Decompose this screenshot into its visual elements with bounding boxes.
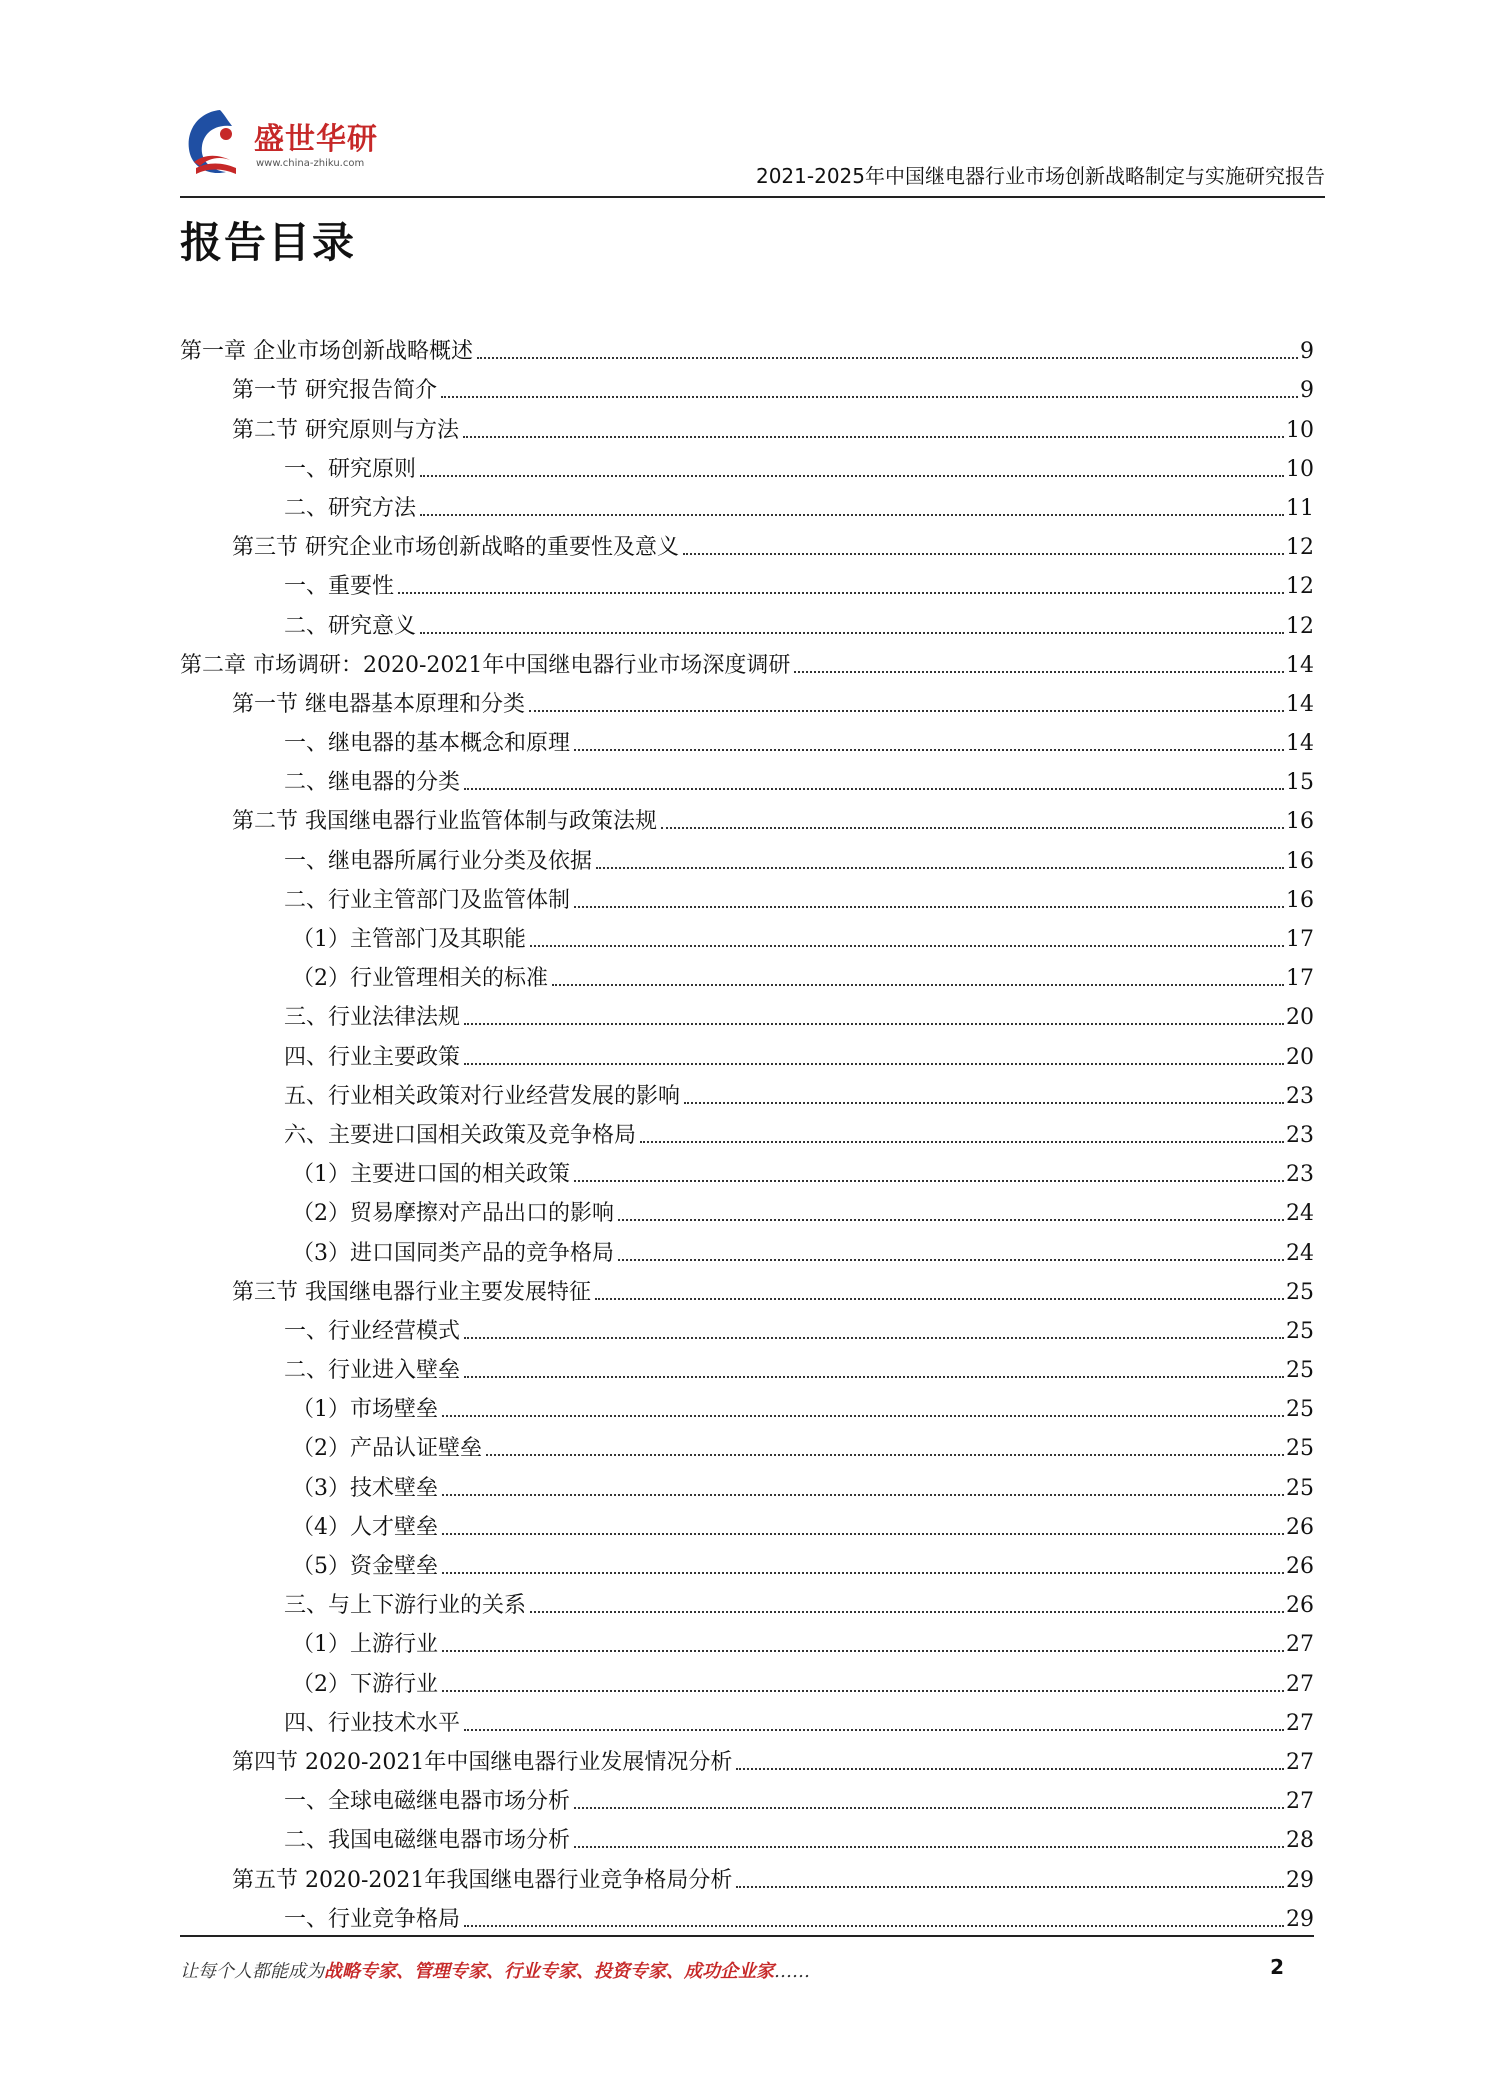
toc-entry[interactable] [180, 797, 1314, 836]
toc-entry-label: （3）进口国同类产品的竞争格局 [292, 1240, 614, 1266]
footer-slogan-suffix: …… [774, 1961, 810, 1982]
toc-dot-leader [477, 357, 1298, 359]
toc-entry-page: 26 [1286, 1514, 1314, 1540]
toc-entry-page: 17 [1286, 927, 1314, 952]
toc-entry-page: 10 [1286, 417, 1314, 443]
toc-dot-leader [640, 1141, 1284, 1143]
toc-entry-label: 一、行业竞争格局 [284, 1906, 461, 1932]
toc-entry-label: 六、主要进口国相关政策及竞争格局 [284, 1122, 637, 1148]
toc-entry-page: 28 [1286, 1828, 1314, 1854]
toc-entry[interactable] [180, 445, 1314, 484]
toc-entry-label: 四、行业主要政策 [284, 1044, 461, 1070]
toc-entry-label: 二、研究方法 [284, 495, 417, 521]
toc-entry[interactable] [180, 327, 1314, 366]
toc-entry-page: 15 [1286, 770, 1314, 796]
toc-dot-leader [574, 906, 1284, 908]
toc-entry-page: 23 [1286, 1162, 1314, 1188]
toc-entry[interactable] [180, 641, 1314, 680]
toc-entry-label: 二、行业进入壁垒 [284, 1358, 461, 1384]
footer-slogan-prefix: 让每个人都能成为 [180, 1961, 324, 1982]
toc-dot-leader [596, 867, 1284, 869]
toc-entry-page: 27 [1286, 1632, 1314, 1658]
toc-entry-label: （1）上游行业 [292, 1632, 438, 1658]
toc-entry[interactable] [180, 562, 1314, 601]
toc-entry-page: 24 [1286, 1201, 1314, 1227]
company-logo [180, 104, 440, 186]
toc-entry[interactable] [180, 1503, 1314, 1542]
toc-dot-leader [618, 1259, 1284, 1261]
toc-entry[interactable] [180, 1346, 1314, 1385]
toc-entry[interactable] [180, 1463, 1314, 1502]
toc-entry-label: （2）贸易摩擦对产品出口的影响 [292, 1201, 614, 1227]
toc-entry-label: （1）主要进口国的相关政策 [292, 1162, 570, 1188]
toc-dot-leader [442, 1650, 1284, 1652]
toc-entry-page: 25 [1286, 1318, 1314, 1344]
toc-entry[interactable] [180, 915, 1314, 954]
toc-dot-leader [574, 749, 1284, 751]
toc-entry-label: （1）市场壁垒 [292, 1397, 438, 1423]
logo-url: www.china-zhiku.com [256, 158, 365, 169]
toc-dot-leader [574, 1180, 1284, 1182]
page-footer [180, 1935, 1314, 1997]
toc-entry[interactable] [180, 1620, 1314, 1659]
toc-dot-leader [529, 710, 1284, 712]
toc-entry-label: 二、我国电磁继电器市场分析 [284, 1828, 571, 1854]
toc-entry-page: 25 [1286, 1358, 1314, 1384]
toc-entry[interactable] [180, 1855, 1314, 1894]
toc-entry-label: 一、研究原则 [284, 456, 417, 482]
toc-entry-label: 一、行业经营模式 [284, 1318, 461, 1344]
toc-entry[interactable] [180, 405, 1314, 444]
logo-name: 盛世华研 [254, 122, 378, 157]
page-header [180, 100, 1325, 198]
toc-entry-page: 16 [1286, 848, 1314, 874]
toc-entry-page: 9 [1300, 378, 1314, 404]
toc-entry-label: （2）产品认证壁垒 [292, 1436, 482, 1462]
toc-dot-leader [464, 1376, 1284, 1378]
toc-entry-page: 25 [1286, 1279, 1314, 1305]
toc-dot-leader [420, 475, 1284, 477]
toc-entry[interactable] [180, 1228, 1314, 1267]
toc-entry-page: 16 [1286, 809, 1314, 835]
toc-entry[interactable] [180, 1738, 1314, 1777]
toc-entry-label: 第一章 企业市场创新战略概述 [180, 339, 473, 365]
toc-entry[interactable] [180, 1699, 1314, 1738]
toc-entry-label: 一、继电器的基本概念和原理 [284, 731, 571, 757]
toc-dot-leader [736, 1886, 1284, 1888]
toc-entry-label: （2）下游行业 [292, 1671, 438, 1697]
toc-entry-page: 14 [1286, 731, 1314, 757]
toc-entry-page: 26 [1286, 1554, 1314, 1579]
toc-entry-page: 27 [1286, 1789, 1314, 1815]
toc-dot-leader [618, 1219, 1284, 1221]
toc-dot-leader [420, 632, 1284, 634]
toc-entry[interactable] [180, 523, 1314, 562]
page-title: 报告目录 [180, 218, 357, 267]
toc-entry-page: 9 [1300, 339, 1314, 365]
toc-entry[interactable] [180, 1542, 1314, 1581]
toc-dot-leader [464, 788, 1284, 790]
toc-entry-page: 23 [1286, 1122, 1314, 1148]
toc-entry-page: 25 [1286, 1397, 1314, 1423]
toc-entry-label: （4）人才壁垒 [292, 1514, 438, 1540]
toc-entry-label: （2）行业管理相关的标准 [292, 966, 548, 992]
toc-entry-page: 26 [1286, 1593, 1314, 1619]
toc-dot-leader [574, 1846, 1284, 1848]
toc-dot-leader [398, 592, 1284, 594]
toc-dot-leader [464, 1925, 1284, 1927]
toc-entry[interactable] [180, 1111, 1314, 1150]
toc-entry-label: 第三节 研究企业市场创新战略的重要性及意义 [232, 535, 679, 561]
toc-entry-label: （5）资金壁垒 [292, 1554, 438, 1579]
toc-entry-page: 20 [1286, 1044, 1314, 1070]
toc-dot-leader [684, 1102, 1284, 1104]
toc-dot-leader [794, 671, 1284, 673]
toc-entry-page: 11 [1286, 495, 1314, 521]
toc-entry-label: 二、继电器的分类 [284, 770, 461, 796]
toc-entry[interactable] [180, 601, 1314, 640]
toc-entry[interactable] [180, 1072, 1314, 1111]
toc-entry[interactable] [180, 1189, 1314, 1228]
toc-dot-leader [530, 945, 1284, 947]
toc-entry-page: 29 [1286, 1906, 1314, 1932]
toc-entry-label: 一、继电器所属行业分类及依据 [284, 848, 593, 874]
toc-entry-label: 三、行业法律法规 [284, 1005, 461, 1031]
toc-entry-page: 12 [1286, 613, 1314, 639]
toc-dot-leader [420, 514, 1284, 516]
toc-entry[interactable] [180, 1385, 1314, 1424]
toc-dot-leader [442, 1533, 1284, 1535]
toc-entry-label: 五、行业相关政策对行业经营发展的影响 [284, 1083, 681, 1109]
report-title: 2021-2025年中国继电器行业市场创新战略制定与实施研究报告 [755, 164, 1325, 188]
toc-entry[interactable] [180, 758, 1314, 797]
toc-entry-page: 14 [1286, 691, 1314, 717]
toc-dot-leader [464, 1337, 1284, 1339]
toc-dot-leader [661, 827, 1284, 829]
toc-dot-leader [442, 1415, 1284, 1417]
toc-dot-leader [530, 1611, 1284, 1613]
toc-entry-page: 25 [1286, 1436, 1314, 1462]
toc-entry-label: 四、行业技术水平 [284, 1710, 461, 1736]
table-of-contents [180, 327, 1314, 1934]
toc-entry-label: （1）主管部门及其职能 [292, 927, 526, 952]
toc-entry[interactable] [180, 1659, 1314, 1698]
toc-entry[interactable] [180, 1032, 1314, 1071]
toc-entry[interactable] [180, 1150, 1314, 1189]
toc-dot-leader [486, 1454, 1284, 1456]
toc-entry[interactable] [180, 876, 1314, 915]
toc-entry-label: 一、全球电磁继电器市场分析 [284, 1789, 571, 1815]
toc-entry-page: 10 [1286, 456, 1314, 482]
toc-entry[interactable] [180, 719, 1314, 758]
toc-dot-leader [464, 1023, 1284, 1025]
toc-entry-page: 14 [1286, 652, 1314, 678]
toc-entry-label: 第五节 2020-2021年我国继电器行业竞争格局分析 [232, 1867, 733, 1893]
toc-dot-leader [736, 1768, 1284, 1770]
toc-entry-page: 23 [1286, 1083, 1314, 1109]
page-number: 2 [1270, 1955, 1284, 1979]
toc-entry-label: 第二章 市场调研：2020-2021年中国继电器行业市场深度调研 [180, 652, 791, 678]
toc-dot-leader [683, 553, 1284, 555]
toc-dot-leader [441, 396, 1298, 398]
toc-entry[interactable] [180, 836, 1314, 875]
toc-entry-page: 27 [1286, 1671, 1314, 1697]
toc-entry[interactable] [180, 993, 1314, 1032]
toc-entry[interactable] [180, 1816, 1314, 1855]
toc-entry-page: 25 [1286, 1475, 1314, 1501]
toc-entry-page: 27 [1286, 1749, 1314, 1775]
toc-dot-leader [552, 984, 1284, 986]
toc-dot-leader [463, 436, 1284, 438]
toc-entry[interactable] [180, 680, 1314, 719]
toc-dot-leader [464, 1063, 1284, 1065]
toc-entry-label: 第四节 2020-2021年中国继电器行业发展情况分析 [232, 1749, 733, 1775]
toc-entry-page: 16 [1286, 887, 1314, 913]
footer-slogan-highlight: 战略专家、管理专家、行业专家、投资专家、成功企业家 [324, 1961, 774, 1982]
toc-entry[interactable] [180, 1777, 1314, 1816]
toc-dot-leader [464, 1729, 1284, 1731]
toc-entry-page: 20 [1286, 1005, 1314, 1031]
toc-entry-label: 三、与上下游行业的关系 [284, 1593, 527, 1619]
toc-dot-leader [574, 1807, 1284, 1809]
toc-entry-label: 第一节 继电器基本原理和分类 [232, 691, 525, 717]
toc-entry-page: 17 [1286, 966, 1314, 992]
toc-entry-page: 12 [1286, 535, 1314, 561]
toc-entry[interactable] [180, 1895, 1314, 1934]
toc-dot-leader [595, 1298, 1284, 1300]
toc-entry-page: 12 [1286, 574, 1314, 600]
toc-entry-label: 二、行业主管部门及监管体制 [284, 887, 571, 913]
logo-swirl-icon [180, 104, 252, 182]
toc-entry[interactable] [180, 484, 1314, 523]
toc-entry[interactable] [180, 1268, 1314, 1307]
toc-entry-label: 第二节 研究原则与方法 [232, 417, 459, 443]
toc-entry-page: 27 [1286, 1710, 1314, 1736]
toc-entry-page: 24 [1286, 1240, 1314, 1266]
toc-entry[interactable] [180, 1307, 1314, 1346]
toc-entry-label: 第三节 我国继电器行业主要发展特征 [232, 1279, 591, 1305]
toc-entry-label: 二、研究意义 [284, 613, 417, 639]
toc-entry[interactable] [180, 954, 1314, 993]
toc-entry-label: 第二节 我国继电器行业监管体制与政策法规 [232, 809, 657, 835]
toc-entry-label: （3）技术壁垒 [292, 1475, 438, 1501]
toc-entry-page: 29 [1286, 1867, 1314, 1893]
toc-dot-leader [442, 1494, 1284, 1496]
toc-entry-label: 一、重要性 [284, 574, 395, 600]
toc-dot-leader [442, 1572, 1284, 1574]
toc-entry[interactable] [180, 366, 1314, 405]
toc-entry-label: 第一节 研究报告简介 [232, 378, 437, 404]
toc-dot-leader [442, 1690, 1284, 1692]
toc-entry[interactable] [180, 1581, 1314, 1620]
footer-slogan [180, 1957, 810, 1983]
toc-entry[interactable] [180, 1424, 1314, 1463]
